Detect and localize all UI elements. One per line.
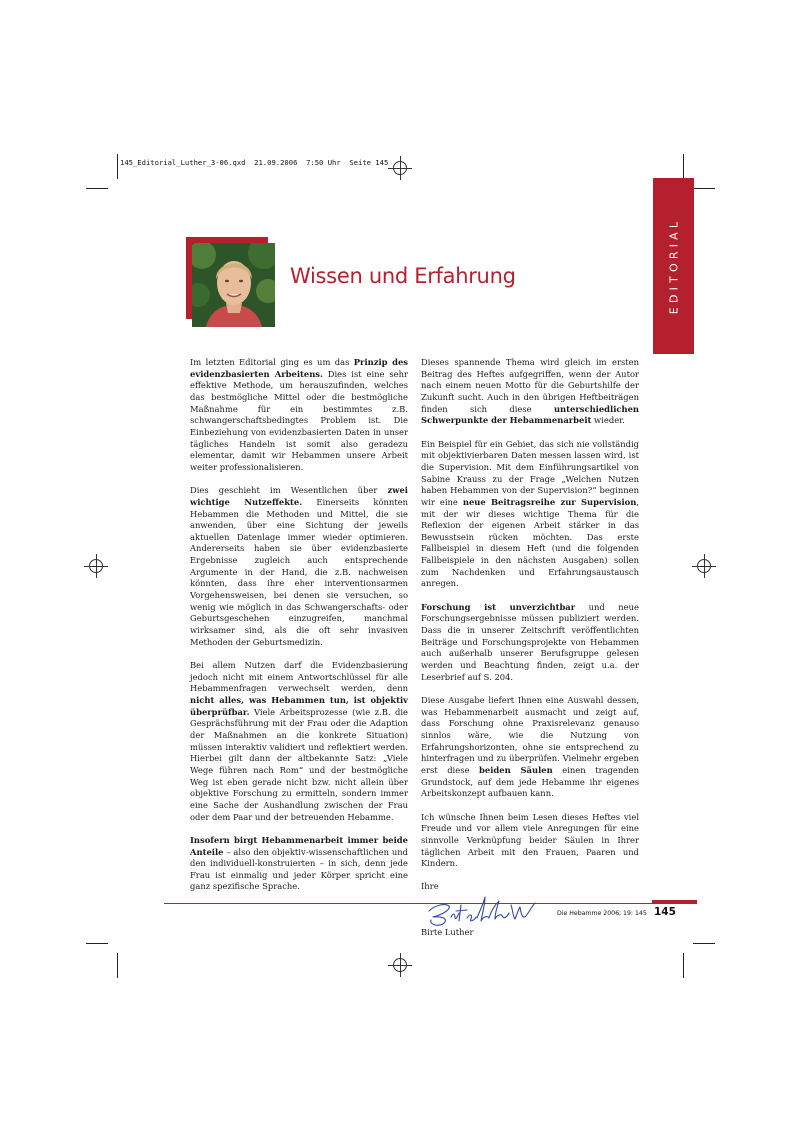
section-tab <box>653 178 694 354</box>
paragraph <box>421 439 639 591</box>
paragraph <box>190 835 408 893</box>
registration-mark <box>393 958 407 972</box>
text-run: Viele Arbeitsprozesse (wie z.B. die Gesprächsführung mit der Frau oder die Adaption der Maßnahmen an die konkrete Situation) müssen interaktiv validiert und reflektiert werden. Hierbei gilt dann der altbekannte Satz: „Viele Wege führen nach Rom“ und der bestmögliche Weg ist eben gerade nicht bzw. nicht allein über objektive Forschung zu ermitteln, sondern immer eine Sache der Aushandlung zwischen der Frau oder dem Paar und der betreuenden Hebamme. <box>190 706 408 822</box>
bold-text-run: Prinzip des evidenzbasierten Arbeitens. <box>190 357 409 379</box>
text-run: Bei allem Nutzen darf die Evidenzbasierung jedoch nicht mit einem Antwortschlüssel für alle Hebammenfragen verwechselt werden, denn <box>190 660 408 694</box>
right-text-column <box>421 357 639 939</box>
closing-greeting: Ihre <box>421 881 439 892</box>
paragraph <box>190 660 408 823</box>
text-run: Dieses spannende Thema wird gleich im ersten Beitrag des Heftes aufgegriffen, wenn der Autor nach einem neuen Motto für die Geburtshilfe der Zukunft sucht. Auch in den übrigen Heftbeiträgen finden sich diese <box>421 357 639 414</box>
bold-text-run: zwei wichtige Nutzeffekte. <box>190 485 408 507</box>
paragraph <box>421 812 639 870</box>
footer-accent-bar <box>652 900 697 904</box>
text-run: Dies ist eine sehr effektive Methode, um herauszufinden, welches das bestmögliche Mittel oder die bestmögliche Maßnahme für ein bestimmtes z.B. schwangerschaftsbedingtes Problem ist. Die Einbeziehung von evidenzbasierten Daten in unser tägliches Handeln ist somit also geradezu elementar, damit wir Hebammen unsere Arbeit weiter professionalisieren. <box>190 368 408 472</box>
section-tab-label: EDITORIAL <box>667 217 680 315</box>
journal-reference: Die Hebamme 2006; 19: 145 <box>557 910 647 917</box>
bold-text-run: Insofern birgt Hebammenarbeit immer beide Anteile <box>190 834 408 857</box>
author-photo <box>192 243 275 327</box>
text-run: Dies geschieht im Wesentlichen über <box>190 485 388 496</box>
paragraph <box>421 695 639 800</box>
bold-text-run: Forschung ist unverzichtbar <box>421 601 576 612</box>
crop-mark <box>693 188 715 189</box>
crop-mark <box>117 953 118 978</box>
crop-mark <box>117 154 118 179</box>
bold-text-run: beiden Säulen <box>479 764 553 775</box>
page-number: 145 <box>654 906 676 918</box>
signer-name: Birte Luther <box>421 927 474 938</box>
crop-mark <box>683 953 684 978</box>
crop-mark <box>86 943 108 944</box>
handwritten-signature <box>425 891 540 927</box>
bold-text-run: unterschiedlichen Schwerpunkte der Hebammenarbeit <box>421 403 639 426</box>
crop-mark <box>86 188 108 189</box>
paragraph <box>190 357 408 474</box>
print-slug-line: 145_Editorial_Luther_3-06.qxd 21.09.2006 7:50 Uhr Seite 145 <box>120 158 389 167</box>
text-run: einen tragenden Grundstock, auf dem jede Hebamme ihr eigenes Arbeitskonzept aufbauen kann. <box>421 764 639 799</box>
text-run: – also den objektiv-wissenschaftlichen und den individuell-konstruierten – in sich, denn jede Frau ist einmalig und jeder Körper spricht eine ganz spezifische Sprache. <box>190 846 408 892</box>
text-run: wieder. <box>591 415 625 426</box>
paragraph <box>421 602 639 684</box>
text-run: Im letzten Editorial ging es um das <box>190 357 354 367</box>
bold-text-run: neue Beitragsreihe zur Supervision <box>462 496 637 507</box>
paragraph <box>190 485 408 648</box>
registration-mark <box>697 559 711 573</box>
text-run: Einerseits könnten Hebammen die Methoden und Mittel, die sie anwenden, über eine Sichtung der jeweils aktuellen Datenlage immer wieder optimieren. Andererseits haben sie über evidenzbasierte Ergebnisse zugleich auch entsprechende Argumente in der Hand, die z.B. nachweisen könnten, dass ihre eher interventionsarmen Vorgehensweisen, bei denen sie versuchen, so wenig wie möglich in das Schwangerschafts- oder Geburtsgeschehen einzugreifen, manchmal wirksamer sind, als die oft sehr invasiven Methoden der Geburtsmedizin. <box>190 496 409 647</box>
text-run: Ich wünsche Ihnen beim Lesen dieses Heftes viel Freude und vor allem viele Anregungen für eine sinnvolle Verknüpfung beider Säulen in Ihrer täglichen Arbeit mit den Frauen, Paaren und Kindern. <box>421 811 639 869</box>
crop-mark <box>683 154 684 179</box>
bold-text-run: nicht alles, was Hebammen tun, ist objektiv überprüfbar. <box>190 695 408 717</box>
registration-mark <box>89 559 103 573</box>
text-run: Ein Beispiel für ein Gebiet, das sich nie vollständig mit objektivierbaren Daten messen lassen wird, ist die Supervision. Mit dem Einführungsartikel von Sabine Krauss zu der Frage „Welchen Nutzen haben Hebammen von der Supervision?“ beginnen wir eine <box>421 438 639 507</box>
footer-rule <box>164 903 694 904</box>
registration-mark <box>393 161 407 175</box>
crop-mark <box>693 943 715 944</box>
left-text-column <box>190 357 408 905</box>
text-run: und neue Forschungsergebnisse müssen publiziert werden. Dass die in unserer Zeitschrift veröffentlichten Beiträge und Forschungsprojekte von Hebammen auch außerhalb unserer Berufsgruppe gelesen werden und Beachtung finden, zeigt u.a. der Leserbrief auf S. 204. <box>421 601 639 682</box>
paragraph <box>421 357 639 427</box>
text-run: , mit der wir dieses wichtige Thema für die Reflexion der eigenen Arbeit stärker in das Bewusstsein rücken möchten. Das erste Fallbeispiel in diesem Heft (und die folgenden Fallbeispiele in den nächsten Ausgaben) sollen zum Nachdenken und Erfahrungsaustausch anregen. <box>421 496 639 589</box>
text-run: Diese Ausgabe liefert Ihnen eine Auswahl dessen, was Hebammenarbeit ausmacht und zeigt auf, dass Forschung ohne Praxisrelevanz genauso sinnlos wäre, wie die Nutzung von Erfahrungshorizonten, ohne sie entsprechend zu hinterfragen und zu überprüfen. Vielmehr ergeben erst diese <box>421 694 639 775</box>
article-title: Wissen und Erfahrung <box>290 264 516 288</box>
